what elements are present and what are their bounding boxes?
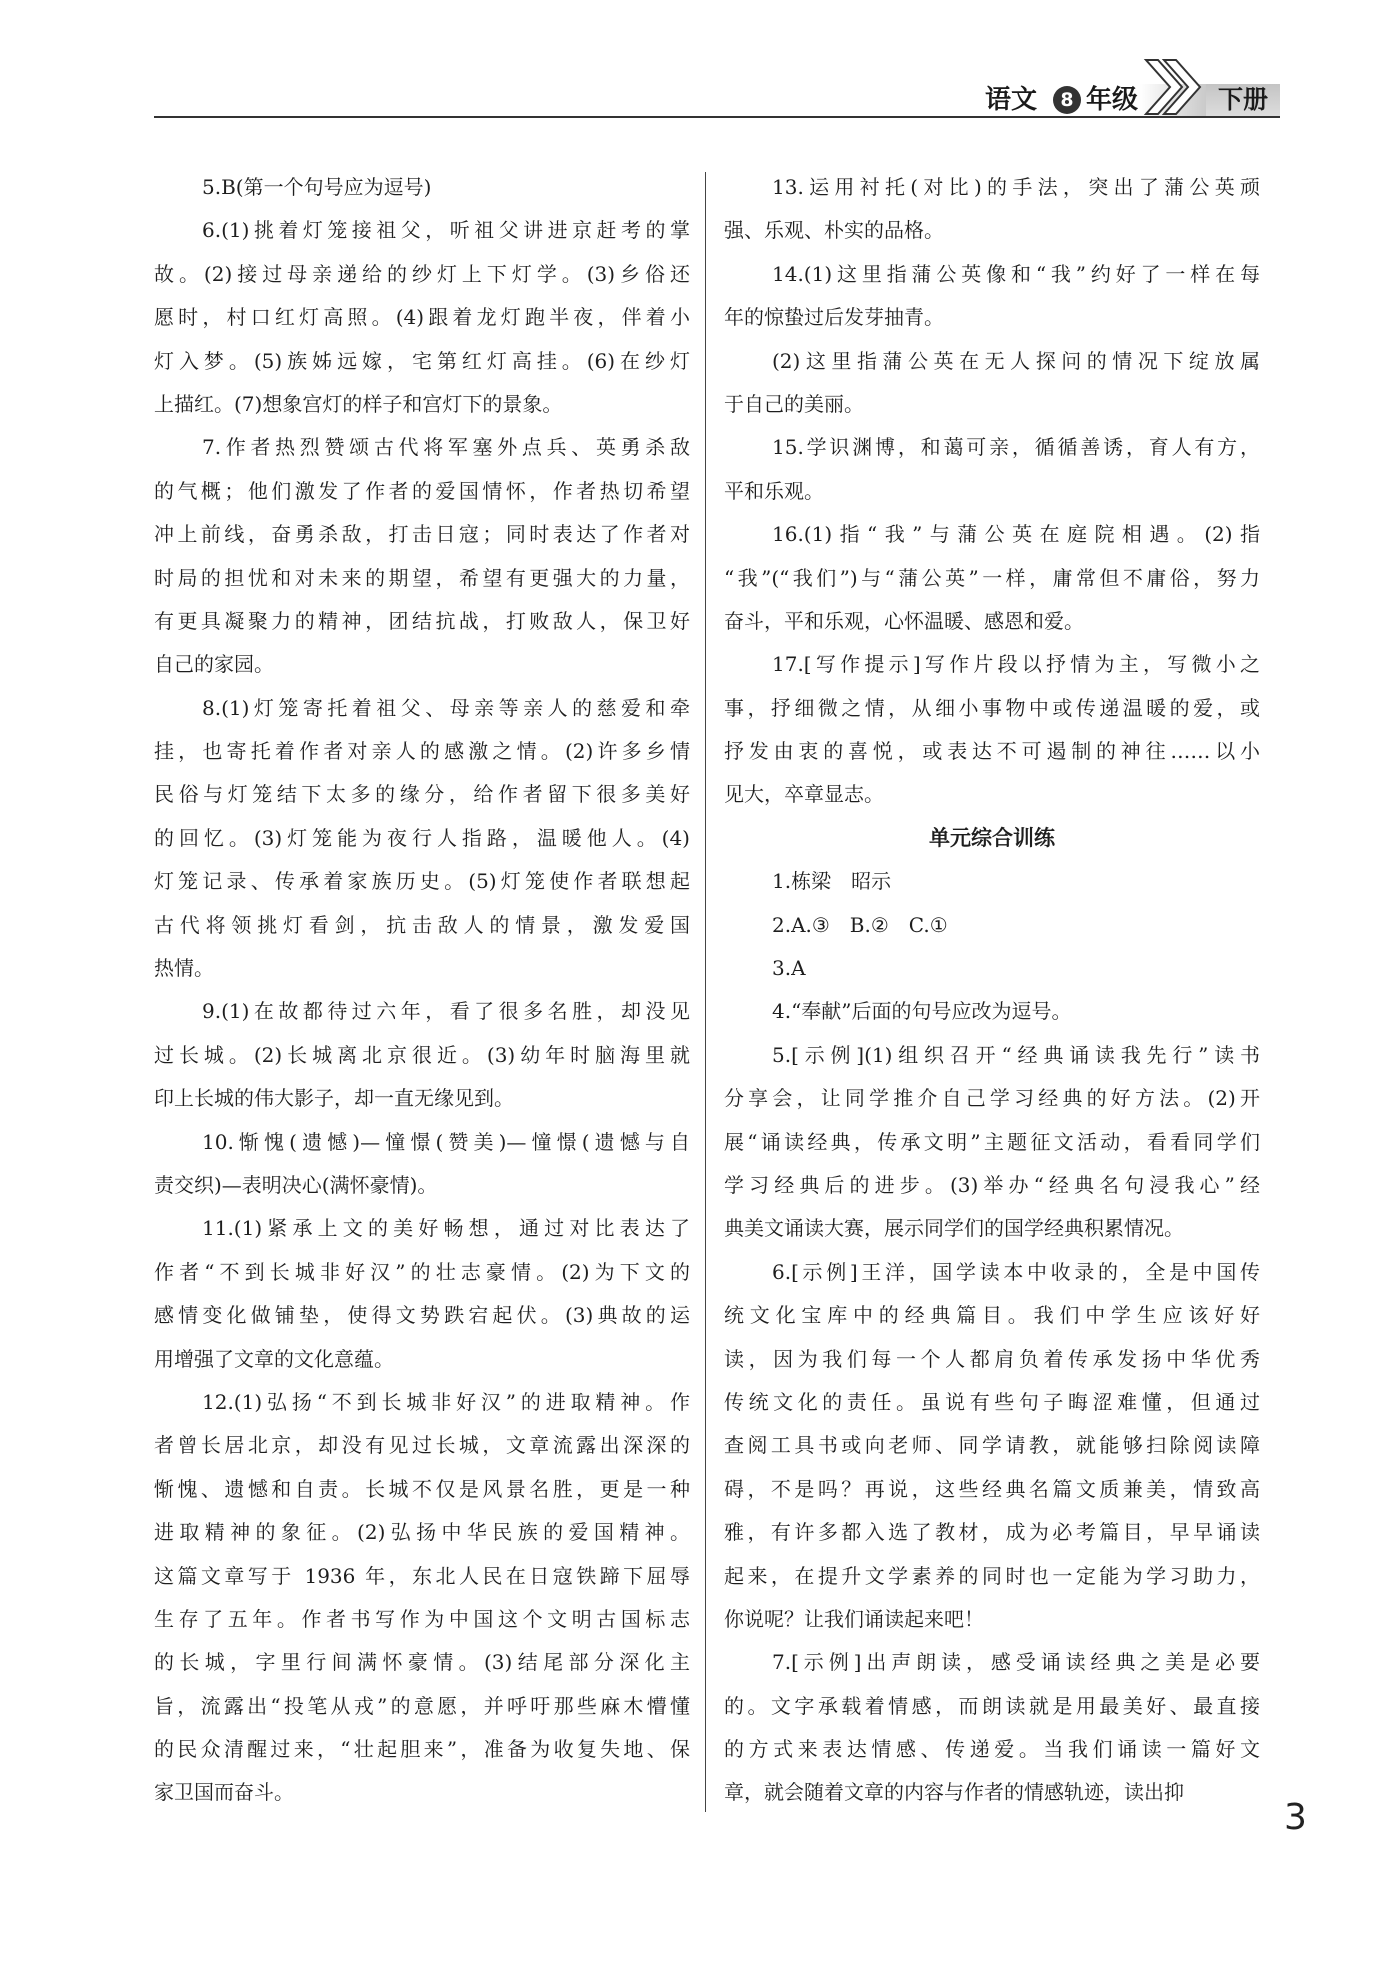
answer-paragraph <box>154 1381 690 1815</box>
text-line: 雅，有许多都入选了教材，成为必考篇目，早早诵读 <box>724 1520 1260 1545</box>
answer-paragraph <box>154 426 690 686</box>
text-line: 5.B(第一个句号应为逗号) <box>202 175 432 199</box>
answer-paragraph <box>154 687 690 991</box>
header-volume-badge: 下册 <box>1206 84 1280 116</box>
text-line: 6.(1)挑着灯笼接祖父，听祖父讲进京赶考的掌 <box>202 218 690 243</box>
text-line: 印上长城的伟大影子，却一直无缘见到。 <box>154 1086 514 1111</box>
text-line: 灯入梦。(5)族姊远嫁，宅第红灯高挂。(6)在纱灯 <box>154 348 690 373</box>
text-line: 1.栋梁 昭示 <box>772 869 892 894</box>
text-line: 生存了五年。作者书写作为中国这个文明古国标志 <box>154 1606 690 1631</box>
text-line: 热情。 <box>154 956 214 981</box>
answer-paragraph <box>724 1251 1260 1642</box>
text-line: 这篇文章写于 1936 年，东北人民在日寇铁蹄下屈辱 <box>154 1563 690 1588</box>
text-line: 6.[示例]王洋，国学读本中收录的，全是中国传 <box>772 1259 1260 1284</box>
text-line: 者曾长居北京，却没有见过长城，文章流露出深深的 <box>154 1433 690 1458</box>
text-line: 古代将领挑灯看剑，抗击敌人的情景，激发爱国 <box>154 912 690 937</box>
text-line: 挂，也寄托着作者对亲人的感激之情。(2)许多乡情 <box>154 739 690 764</box>
text-line: 年的惊蛰过后发芽抽青。 <box>724 305 944 330</box>
answer-paragraph <box>724 253 1260 340</box>
text-line: 用增强了文章的文化意蕴。 <box>154 1346 394 1371</box>
text-line: 强、乐观、朴实的品格。 <box>724 218 944 243</box>
right-column <box>724 166 1260 1815</box>
text-line: 旨，流露出“投笔从戎”的意愿，并呼吁那些麻木懵懂 <box>154 1693 690 1718</box>
text-line: 典美文诵读大赛，展示同学们的国学经典积累情况。 <box>724 1216 1184 1241</box>
text-line: 过长城。(2)长城离北京很近。(3)幼年时脑海里就 <box>154 1042 690 1067</box>
text-line: 读，因为我们每一个人都肩负着传承发扬中华优秀 <box>724 1346 1260 1371</box>
text-line: “我”(“我们”)与“蒲公英”一样，庸常但不庸俗，努力 <box>724 565 1260 590</box>
answer-paragraph <box>724 340 1260 427</box>
text-line: 学习经典后的进步。(3)举办“经典名句浸我心”经 <box>724 1172 1260 1197</box>
text-line: 7.[示例]出声朗读，感受诵读经典之美是必要 <box>772 1650 1260 1675</box>
text-line: 你说呢？让我们诵读起来吧！ <box>724 1606 984 1631</box>
text-line: 愿时，村口红灯高照。(4)跟着龙灯跑半夜，伴着小 <box>154 305 690 330</box>
text-line: 7.作者热烈赞颂古代将军塞外点兵、英勇杀敌 <box>202 435 690 460</box>
answer-paragraph <box>724 860 1260 903</box>
text-line: 2.A.③ B.② C.① <box>772 912 948 937</box>
text-line: 民俗与灯笼结下太多的缘分，给作者留下很多美好 <box>154 782 690 807</box>
section-heading: 单元综合训练 <box>929 825 1055 850</box>
text-line: 13.运用衬托(对比)的手法，突出了蒲公英顽 <box>772 175 1260 199</box>
answer-paragraph <box>154 1121 690 1208</box>
answer-paragraph <box>724 1641 1260 1815</box>
text-line: 4.“奉献”后面的句号应改为逗号。 <box>772 999 1072 1024</box>
answer-paragraph <box>154 166 690 209</box>
text-line: 感情变化做铺垫，使得文势跌宕起伏。(3)典故的运 <box>154 1303 690 1328</box>
text-line: 于自己的美丽。 <box>724 391 864 416</box>
text-line: 碍，不是吗？再说，这些经典名篇文质兼美，情致高 <box>724 1476 1260 1501</box>
text-line: 查阅工具书或向老师、同学请教，就能够扫除阅读障 <box>724 1433 1260 1458</box>
header-rule <box>154 116 1280 118</box>
text-line: 自己的家园。 <box>154 652 274 677</box>
text-line: 的长城，字里行间满怀豪情。(3)结尾部分深化主 <box>154 1650 690 1675</box>
text-line: 17.[写作提示]写作片段以抒情为主，写微小之 <box>772 652 1260 677</box>
answer-paragraph <box>154 209 690 426</box>
text-line: 抒发由衷的喜悦，或表达不可遏制的神往……以小 <box>724 739 1260 764</box>
text-line: 传统文化的责任。虽说有些句子晦涩难懂，但通过 <box>724 1389 1260 1414</box>
text-line: 平和乐观。 <box>724 478 824 503</box>
answer-paragraph <box>724 513 1260 643</box>
text-line: 进取精神的象征。(2)弘扬中华民族的爱国精神。 <box>154 1520 690 1545</box>
answer-paragraph <box>724 166 1260 253</box>
text-line: 奋斗，平和乐观，心怀温暖、感恩和爱。 <box>724 608 1084 633</box>
text-line: 时局的担忧和对未来的期望，希望有更强大的力量， <box>154 565 690 590</box>
text-line: 的回忆。(3)灯笼能为夜行人指路，温暖他人。(4) <box>154 825 690 850</box>
text-line: 12.(1)弘扬“不到长城非好汉”的进取精神。作 <box>202 1389 690 1414</box>
text-line: 9.(1)在故都待过六年，看了很多名胜，却没见 <box>202 999 690 1024</box>
page-number: 3 <box>1284 1797 1307 1838</box>
text-line: 见大，卒章显志。 <box>724 782 884 807</box>
text-line: 展“诵读经典，传承文明”主题征文活动，看看同学们 <box>724 1129 1260 1154</box>
text-line: 事，抒细微之情，从细小事物中或传递温暖的爱，或 <box>724 695 1260 720</box>
double-chevron-right-icon <box>1140 58 1208 116</box>
answer-paragraph <box>724 990 1260 1033</box>
text-line: 故。(2)接过母亲递给的纱灯上下灯学。(3)乡俗还 <box>154 261 690 286</box>
text-line: 起来，在提升文学素养的同时也一定能为学习助力， <box>724 1563 1260 1588</box>
text-line: 3.A <box>772 956 806 981</box>
text-line: 的气概；他们激发了作者的爱国情怀，作者热切希望 <box>154 478 690 503</box>
text-line: 的。文字承载着情感，而朗读就是用最美好、最直接 <box>724 1693 1260 1718</box>
text-line: 15.学识渊博，和蔼可亲，循循善诱，育人有方， <box>772 435 1260 460</box>
answer-paragraph <box>154 990 690 1120</box>
answer-paragraph <box>154 1207 690 1381</box>
answer-paragraph <box>724 426 1260 513</box>
answer-paragraph <box>724 947 1260 990</box>
text-line: 冲上前线，奋勇杀敌，打击日寇；同时表达了作者对 <box>154 522 690 547</box>
answer-paragraph <box>724 643 1260 817</box>
text-line: 16.(1)指“我”与蒲公英在庭院相遇。(2)指 <box>772 522 1260 547</box>
text-line: 10.惭愧(遗憾)—憧憬(赞美)—憧憬(遗憾与自 <box>202 1129 690 1154</box>
left-column <box>154 166 690 1815</box>
answer-paragraph <box>724 904 1260 947</box>
text-line: 上描红。(7)想象宫灯的样子和宫灯下的景象。 <box>154 391 563 416</box>
text-line: 责交织)—表明决心(满怀豪情)。 <box>154 1172 438 1197</box>
text-line: 11.(1)紧承上文的美好畅想，通过对比表达了 <box>202 1216 690 1241</box>
column-divider <box>705 172 706 1812</box>
text-line: 统文化宝库中的经典篇目。我们中学生应该好好 <box>724 1303 1260 1328</box>
text-line: 有更具凝聚力的精神，团结抗战，打败敌人，保卫好 <box>154 608 690 633</box>
text-line: 的方式来表达情感、传递爱。当我们诵读一篇好文 <box>724 1737 1260 1762</box>
header-grade-label: 年级 <box>1086 85 1139 115</box>
text-line: 作者“不到长城非好汉”的壮志豪情。(2)为下文的 <box>154 1259 690 1284</box>
answer-paragraph <box>724 1034 1260 1251</box>
text-line: 惭愧、遗憾和自责。长城不仅是风景名胜，更是一种 <box>154 1476 690 1501</box>
text-line: 章，就会随着文章的内容与作者的情感轨迹，读出抑 <box>724 1780 1184 1805</box>
text-line: 14.(1)这里指蒲公英像和“我”约好了一样在每 <box>772 261 1260 286</box>
text-line: 8.(1)灯笼寄托着祖父、母亲等亲人的慈爱和牵 <box>202 695 690 720</box>
header-grade-badge: 8 <box>1053 86 1081 114</box>
text-line: 灯笼记录、传承着家族历史。(5)灯笼使作者联想起 <box>154 869 690 894</box>
text-line: 5.[示例](1)组织召开“经典诵读我先行”读书 <box>772 1042 1260 1067</box>
text-line: 分享会，让同学推介自己学习经典的好方法。(2)开 <box>724 1086 1260 1111</box>
header-subject: 语文 <box>985 85 1038 115</box>
text-line: (2)这里指蒲公英在无人探问的情况下绽放属 <box>772 348 1260 373</box>
text-line: 家卫国而奋斗。 <box>154 1780 294 1805</box>
text-line: 的民众清醒过来，“壮起胆来”，准备为收复失地、保 <box>154 1737 690 1762</box>
